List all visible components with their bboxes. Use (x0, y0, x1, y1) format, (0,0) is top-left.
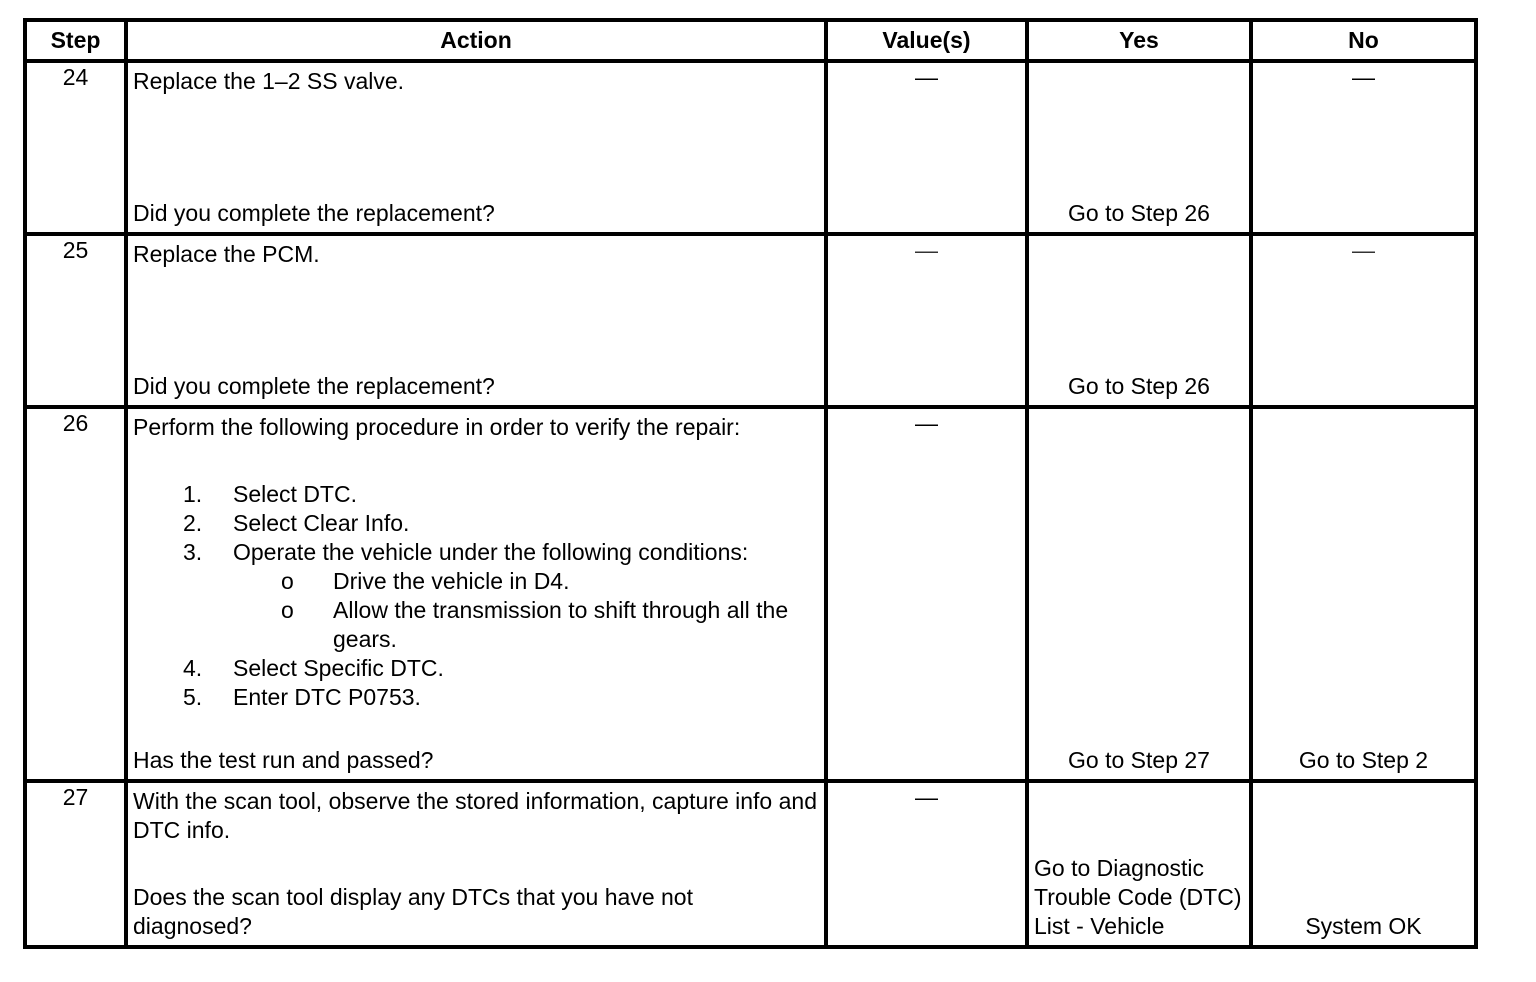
procedure-item (133, 480, 818, 509)
step-number: 25 (25, 234, 126, 407)
no-cell (1251, 407, 1476, 781)
item-number: 5. (183, 684, 203, 710)
yes-link[interactable]: Go to Step 27 (1068, 747, 1210, 773)
header-no: No (1251, 20, 1476, 61)
action-text: Replace the PCM. (133, 241, 320, 267)
no-cell (1251, 781, 1476, 947)
no-link[interactable]: Go to Step 2 (1298, 747, 1429, 773)
procedure-item (133, 654, 818, 683)
header-step: Step (25, 20, 126, 61)
no-text: System OK (1305, 913, 1422, 939)
table-row (25, 781, 1476, 947)
item-text: Select Specific DTC. (233, 655, 444, 681)
step-number: 27 (25, 781, 126, 947)
sub-item (133, 596, 818, 654)
yes-link[interactable]: Go to Diagnostic Trouble Code (DTC) List - Vehicle (1034, 855, 1242, 939)
action-cell (126, 407, 826, 781)
action-question: Did you complete the replacement? (133, 200, 495, 226)
action-question: Did you complete the replacement? (133, 373, 495, 399)
header-values: Value(s) (826, 20, 1027, 61)
value-cell: — (826, 781, 1027, 947)
sub-list (233, 567, 818, 654)
action-cell (126, 234, 826, 407)
table-row (25, 61, 1476, 234)
value-cell: — (826, 61, 1027, 234)
item-number: 3. (183, 539, 203, 565)
item-text: Enter DTC P0753. (233, 684, 421, 710)
action-question: Does the scan tool display any DTCs that you have not diagnosed? (133, 884, 693, 939)
procedure-item (133, 538, 818, 654)
yes-cell (1027, 407, 1251, 781)
table-row (25, 407, 1476, 781)
yes-link[interactable]: Go to Step 26 (1068, 200, 1210, 226)
procedure-item (133, 683, 818, 712)
action-cell (126, 61, 826, 234)
sub-item (133, 567, 818, 596)
bullet-icon: o (281, 568, 294, 594)
item-number: 1. (183, 481, 203, 507)
header-yes: Yes (1027, 20, 1251, 61)
no-cell: — (1251, 234, 1476, 407)
no-cell: — (1251, 61, 1476, 234)
action-question: Has the test run and passed? (133, 747, 434, 773)
item-number: 2. (183, 510, 203, 536)
step-number: 24 (25, 61, 126, 234)
procedure-list (133, 480, 818, 712)
item-text: Select DTC. (233, 481, 357, 507)
yes-cell (1027, 234, 1251, 407)
item-number: 4. (183, 655, 203, 681)
action-text: Replace the 1–2 SS valve. (133, 68, 405, 94)
item-text: Select Clear Info. (233, 510, 410, 536)
table-row (25, 234, 1476, 407)
action-text: With the scan tool, observe the stored information, capture info and DTC info. (133, 788, 817, 843)
sub-item-text: Drive the vehicle in D4. (333, 568, 570, 594)
procedure-item (133, 509, 818, 538)
value-cell: — (826, 234, 1027, 407)
bullet-icon: o (281, 597, 294, 623)
sub-item-text: Allow the transmission to shift through all the gears. (333, 597, 789, 652)
action-cell (126, 781, 826, 947)
yes-link[interactable]: Go to Step 26 (1068, 373, 1210, 399)
step-number: 26 (25, 407, 126, 781)
diagnostic-table (23, 18, 1478, 949)
yes-cell (1027, 781, 1251, 947)
item-text: Operate the vehicle under the following conditions: (233, 539, 749, 565)
value-cell: — (826, 407, 1027, 781)
action-text: Perform the following procedure in order to verify the repair: (133, 414, 741, 440)
header-row (25, 20, 1476, 61)
header-action: Action (126, 20, 826, 61)
yes-cell (1027, 61, 1251, 234)
